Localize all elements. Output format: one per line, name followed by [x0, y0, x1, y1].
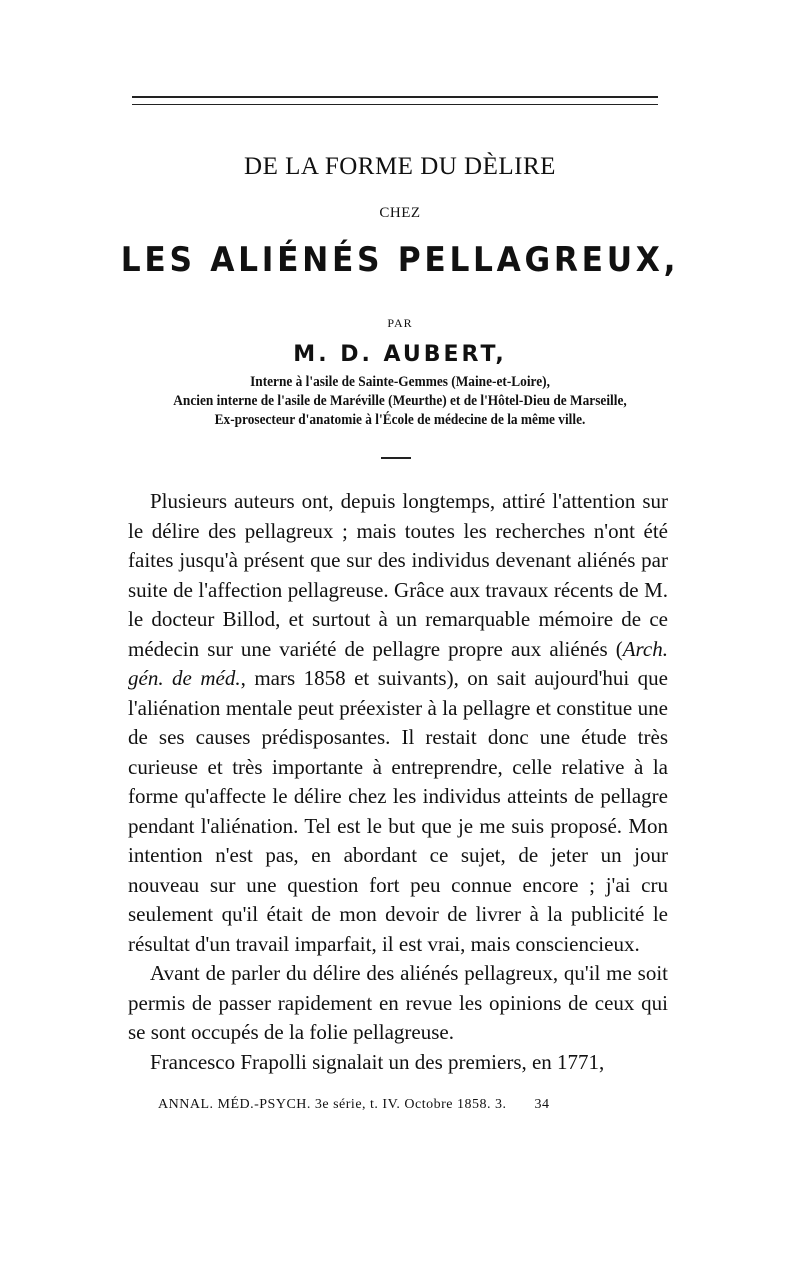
journal-citation: ANNAL. MÉD.-PSYCH. 3e série, t. IV. Octobre 1858. 3.	[158, 1097, 507, 1112]
article-body	[128, 487, 668, 1077]
page-number: 34	[534, 1097, 550, 1112]
paragraph-1-text-a: Plusieurs auteurs ont, depuis longtemps, attiré l'attention sur le délire des pellagreux ; mais toutes les recherches n'ont été faites jusqu'à présent que sur des individus devenant aliénés par suite de l'affection pellagreuse. Grâce aux travaux récents de M. le docteur Billod, et surtout à un remarquable mémoire de ce médecin sur une variété de pellagre propre aux aliénés (	[128, 489, 668, 661]
article-title: DE LA FORME DU DÈLIRE	[244, 153, 556, 180]
section-separator	[381, 457, 411, 459]
article-subtitle: LES ALIÉNÉS PELLAGREUX,	[120, 240, 680, 280]
author-affiliation-3: Ex-prosecteur d'anatomie à l'École de médecine de la même ville.	[214, 412, 586, 428]
title-connector: CHEZ	[379, 205, 421, 221]
author-affiliation-2: Ancien interne de l'asile de Maréville (Meurthe) et de l'Hôtel-Dieu de Marseille,	[173, 393, 627, 409]
top-double-rule	[132, 96, 658, 105]
author-name: M. D. AUBERT,	[293, 342, 507, 367]
paragraph-3: Francesco Frapolli signalait un des premiers, en 1771,	[150, 1049, 605, 1074]
paragraph-1	[128, 487, 668, 959]
author-affiliation-1: Interne à l'asile de Sainte-Gemmes (Maine-et-Loire),	[250, 374, 550, 390]
citation-journal: Arch. gén. de méd.	[128, 636, 668, 690]
paragraph-1-text-b: , mars 1858 et suivants), on sait aujourd'hui que l'aliénation mentale peut préexister à la pellagre et constitue une de ses causes prédisposantes. Il restait donc une étude très curieuse et très importante à entreprendre, celle relative à la forme qu'affecte le délire chez les individus atteints de pellagre pendant l'aliénation. Tel est le but que je me suis proposé. Mon intention n'est pas, en abordant ce sujet, de jeter un jour nouveau sur une question fort peu connue encore ; j'ai cru seulement qu'il était de mon devoir de livrer à la publicité le résultat d'un travail imparfait, il est vrai, mais consciencieux.	[128, 666, 668, 956]
page-footer	[158, 1097, 550, 1113]
by-label: PAR	[387, 316, 413, 330]
paragraph-2: Avant de parler du délire des aliénés pellagreux, qu'il me soit permis de passer rapidement en revue les opinions de ceux qui se sont occupés de la folie pellagreuse.	[128, 961, 668, 1044]
